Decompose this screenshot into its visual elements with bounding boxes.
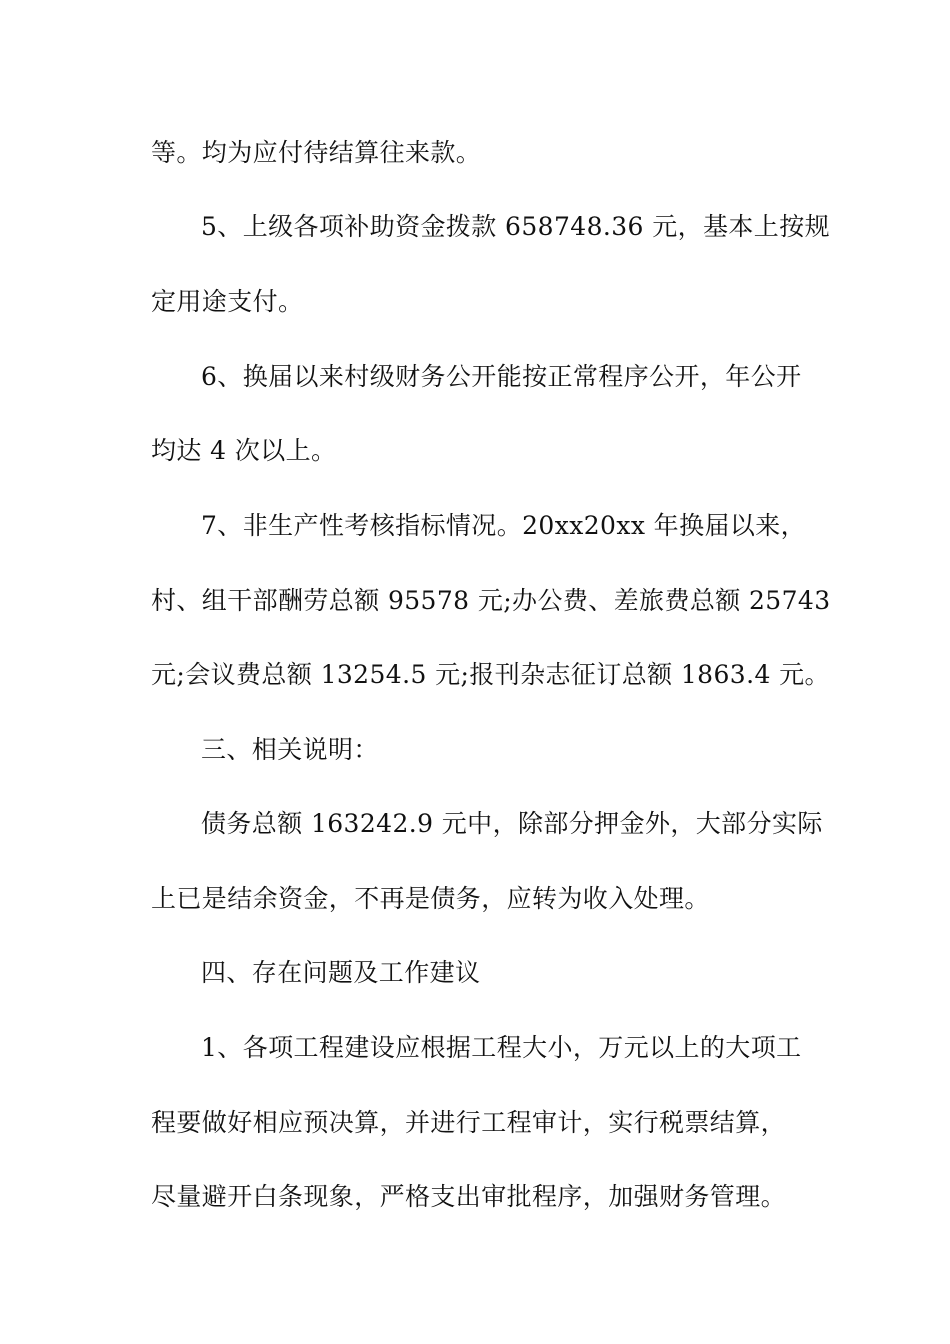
- paragraph-line-6: 7、非生产性考核指标情况。20xx20xx 年换届以来，: [201, 511, 807, 540]
- paragraph-line-5: 均达 4 次以上。: [151, 436, 337, 465]
- paragraph-line-2: 5、上级各项补助资金拨款 658748.36 元，基本上按规: [201, 212, 830, 241]
- section-heading-4: 四、存在问题及工作建议: [201, 958, 481, 987]
- paragraph-line-14: 程要做好相应预决算，并进行工程审计，实行税票结算，: [151, 1108, 787, 1137]
- paragraph-line-7: 村、组干部酬劳总额 95578 元;办公费、差旅费总额 25743: [151, 586, 831, 615]
- paragraph-line-13: 1、各项工程建设应根据工程大小，万元以上的大项工: [201, 1033, 802, 1062]
- section-heading-3: 三、相关说明：: [201, 735, 379, 764]
- paragraph-line-1: 等。均为应付待结算往来款。: [151, 138, 482, 167]
- paragraph-line-10: 债务总额 163242.9 元中，除部分押金外，大部分实际: [201, 809, 823, 838]
- paragraph-line-11: 上已是结余资金，不再是债务，应转为收入处理。: [151, 884, 710, 913]
- paragraph-line-15: 尽量避开白条现象，严格支出审批程序，加强财务管理。: [151, 1182, 787, 1211]
- paragraph-line-3: 定用途支付。: [151, 287, 304, 316]
- paragraph-line-4: 6、换届以来村级财务公开能按正常程序公开，年公开: [201, 362, 802, 391]
- paragraph-line-8: 元;会议费总额 13254.5 元;报刊杂志征订总额 1863.4 元。: [151, 660, 830, 689]
